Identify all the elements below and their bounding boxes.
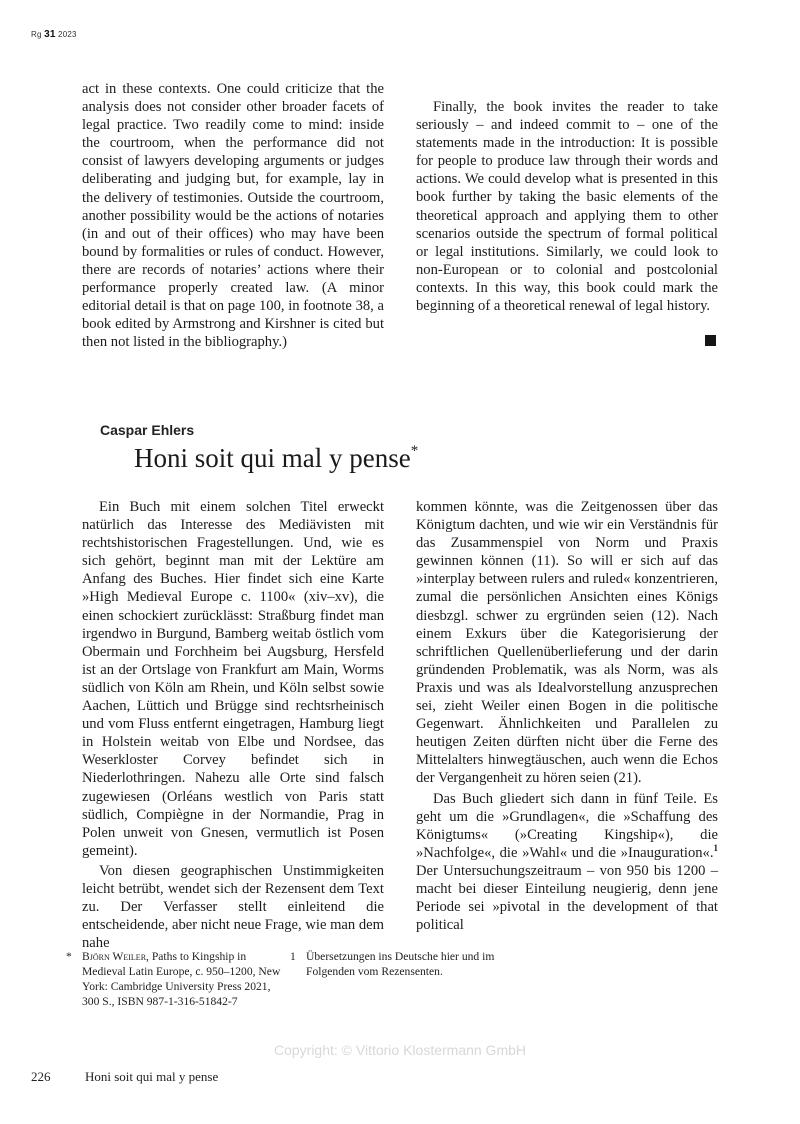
paragraph-text-start: Das Buch gliedert sich dann in fünf Teile. Es geht um die »Grundlagen«, die »Schaffung des Königtums« (»Creating Kingship«), die »Nachfolge«, die »Wahl« und die »Inauguration«. bbox=[416, 790, 718, 861]
review-left-column bbox=[82, 498, 384, 952]
previous-review-left-column bbox=[82, 80, 384, 351]
review-right-column bbox=[416, 498, 718, 934]
end-of-review-square-icon bbox=[705, 335, 716, 346]
running-head: Honi soit qui mal y pense bbox=[85, 1069, 219, 1084]
page-number: 226 bbox=[31, 1069, 51, 1084]
title-footnote-mark: * bbox=[410, 443, 419, 459]
journal-volume: 31 bbox=[44, 29, 56, 40]
journal-abbreviation: Rg bbox=[31, 30, 42, 39]
review-title-text: Honi soit qui mal y pense bbox=[134, 443, 411, 473]
footnote-star bbox=[66, 949, 282, 1009]
body-paragraph: act in these contexts. One could criticize that the analysis does not consider other broader facets of legal practice. Two readily come to mind: inside the courtroom, when the performance did not consist of lawyers developing arguments or judges deliberating and judging but, for example, lay in the delivery of testimonies. Outside the courtroom, another possibility would be the actions of notaries (in and out of their offices) who may have been bound by formalities or rules of conduct. However, there are records of notaries’ actions where their performance properly created law. (A minor editorial detail is that on page 100, in footnote 38, a book edited by Armstrong and Kirshner is cited but then not listed in the bibliography.) bbox=[82, 81, 384, 351]
body-paragraph bbox=[416, 790, 718, 935]
footnote-reference-1: 1 bbox=[713, 842, 718, 853]
footnote-book-details: , Paths to Kingship in Medieval Latin Europe, c. 950–1200, New York: Cambridge University Press 2021, 300 S., ISBN 987-1-316-51842-7 bbox=[82, 950, 281, 1008]
journal-year: 2023 bbox=[58, 30, 77, 39]
journal-header bbox=[31, 29, 77, 40]
footnote-1 bbox=[290, 949, 506, 979]
review-title bbox=[134, 443, 418, 474]
body-paragraph: kommen könnte, was die Zeitgenossen über das Königtum dachten, und wie wir ein Verständnis für das Zusammenspiel von Norm und Praxis gewinnen können (11). So will er sich auf das »interplay between rulers and ruled« konzentrieren, zumal die persönlichen Ansichten eines Königs diesbzgl. schwer zu ergründen seien (12). Nach einem Exkurs über die Kategorisierung der schriftlichen Quellenüberlieferung und der darin gründenden Problematik, was als Norm, was als Praxis und was als Idealvorstellung anzusprechen sei, zieht Weiler einen Bogen in die politische Gegenwart. Ähnlichkeiten und Parallelen zu heutigen Zeiten dürften nicht über die Ferne des Mittelalters hinwegtäuschen, auch wenn die Echos der Vergangenheit zu hören seien (21). bbox=[416, 499, 718, 787]
paragraph-text-end: Der Untersuchungszeitraum – von 950 bis 1200 – macht bei dieser Einteilung neugierig, denn jene Periode sei »pivotal in the development of that political bbox=[416, 862, 718, 934]
body-paragraph: Von diesen geographischen Unstimmigkeiten leicht betrübt, wendet sich der Rezensent dem Text zu. Der Verfasser stellt einleitend die entscheidende, aber nicht neue Frage, wie man dem nahe bbox=[82, 862, 384, 952]
copyright-watermark: Copyright: © Vittorio Klostermann GmbH bbox=[273, 1042, 527, 1058]
footnote-star-mark: * bbox=[66, 950, 72, 963]
footnote-1-mark: 1 bbox=[290, 950, 296, 963]
previous-review-right-column bbox=[416, 98, 718, 315]
footnote-1-text: Übersetzungen ins Deutsche hier und im Folgenden vom Rezensenten. bbox=[306, 950, 495, 978]
body-paragraph: Ein Buch mit einem solchen Titel erweckt natürlich das Interesse des Mediävisten mit rechtshistorischen Fragestellungen. Und, wie es sich gehört, beginnt man mit der Lektüre am Anfang des Buches. Hier findet sich eine Karte »High Medieval Europe c. 1100« (xiv–xv), die einen schockiert zurücklässt: Straßburg findet man irgendwo in Burgund, Bamberg weitab östlich vom Obermain und Forchheim bei Augsburg, Hersfeld ist an der Ortslage von Frankfurt am Main, Worms südlich von Köln am Rhein, und Köln selbst sowie Aachen, Lüttich und Brügge sind rechtsrheinisch und vom Fluss entfernt eingetragen, Hamburg liegt in Holstein weitab von Elbe und Nordsee, das Weserkloster Corvey befindet sich in Niederlothringen. Nahezu alle Orte sind falsch zugewiesen (Orléans westlich von Paris statt südlich, Compiègne in der Normandie, Prag in Polen unweit von Gnesen, vermutlich ist Posen gemeint). bbox=[82, 499, 384, 859]
review-author: Caspar Ehlers bbox=[100, 422, 195, 438]
footnote-book-author: Björn Weiler bbox=[82, 950, 147, 963]
body-paragraph: Finally, the book invites the reader to take seriously – and indeed commit to – one of the statements made in the introduction: It is possible for people to produce law through their words and actions. We could develop what is presented in this book further by taking the basic elements of the theoretical approach and applying them to other scenarios outside the spectrum of formal political or legal institutions. Similarly, we could look to non-European or to colonial and postcolonial contexts. In this way, this book could mark the beginning of a theoretical renewal of legal history. bbox=[416, 99, 718, 315]
